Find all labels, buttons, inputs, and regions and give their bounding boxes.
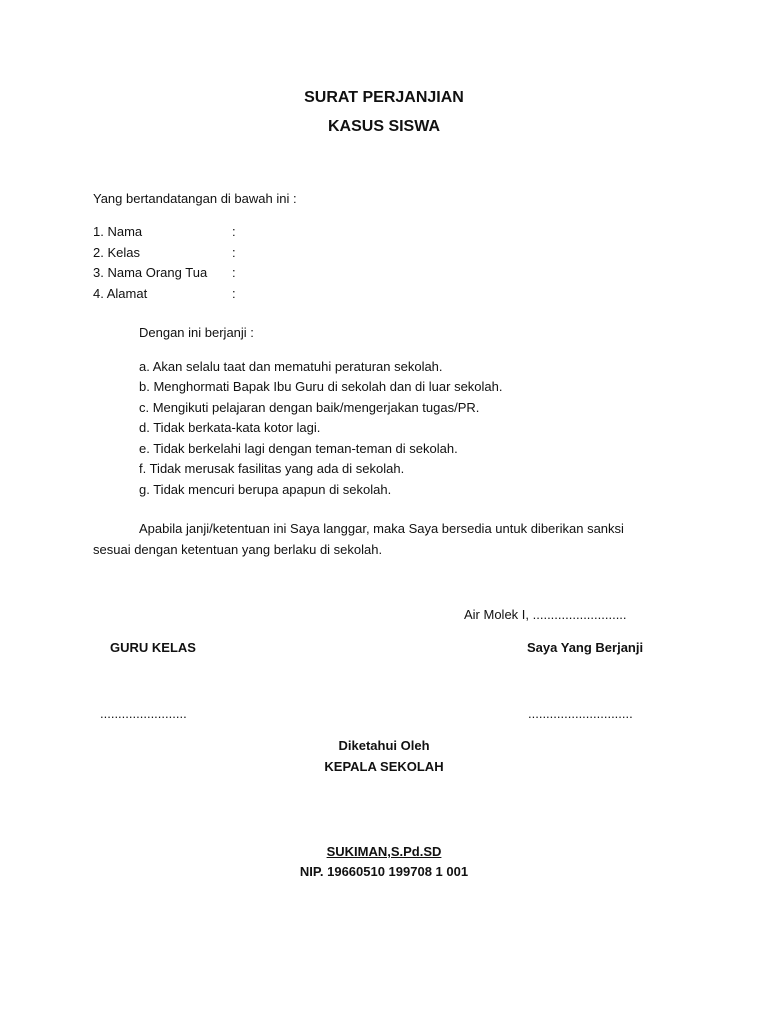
field-alamat-label: 4. Alamat xyxy=(93,286,148,301)
principal-name-text: SUKIMAN,S.Pd.SD xyxy=(326,844,442,859)
promise-intro: Dengan ini berjanji : xyxy=(139,325,254,340)
signature-right-line: ............................. xyxy=(528,706,633,721)
list-item: c. Mengikuti pelajaran dengan baik/mengerjakan tugas/PR. xyxy=(139,400,480,415)
closing-line-1: Apabila janji/ketentuan ini Saya langgar, maka Saya bersedia untuk diberikan sanksi xyxy=(139,521,624,536)
principal-title: KEPALA SEKOLAH xyxy=(324,759,444,774)
list-item: b. Menghormati Bapak Ibu Guru di sekolah dan di luar sekolah. xyxy=(139,379,503,394)
field-alamat-colon: : xyxy=(232,286,236,301)
field-nama-label: 1. Nama xyxy=(93,224,143,239)
list-item: f. Tidak merusak fasilitas yang ada di sekolah. xyxy=(139,461,405,476)
field-nama-colon: : xyxy=(232,224,236,239)
list-item: g. Tidak mencuri berupa apapun di sekolah. xyxy=(139,482,392,497)
place-date: Air Molek I, .......................... xyxy=(464,607,627,622)
list-item: a. Akan selalu taat dan mematuhi peraturan sekolah. xyxy=(139,359,443,374)
list-item: e. Tidak berkelahi lagi dengan teman-teman di sekolah. xyxy=(139,441,458,456)
field-orangtua-label: 3. Nama Orang Tua xyxy=(93,265,208,280)
signature-right-label: Saya Yang Berjanji xyxy=(527,640,644,655)
principal-nip: NIP. 19660510 199708 1 001 xyxy=(299,864,469,879)
field-orangtua-colon: : xyxy=(232,265,236,280)
field-kelas-label: 2. Kelas xyxy=(93,245,140,260)
signature-left-line: ........................ xyxy=(100,706,187,721)
signature-left-label: GURU KELAS xyxy=(110,640,196,655)
list-item: d. Tidak berkata-kata kotor lagi. xyxy=(139,420,321,435)
document-subtitle: KASUS SISWA xyxy=(327,118,440,135)
acknowledged-label: Diketahui Oleh xyxy=(338,738,430,753)
document-title: SURAT PERJANJIAN xyxy=(304,89,464,106)
principal-name xyxy=(0,844,768,859)
closing-line-2: sesuai dengan ketentuan yang berlaku di sekolah. xyxy=(93,542,383,557)
intro-text: Yang bertandatangan di bawah ini : xyxy=(93,191,297,206)
field-kelas-colon: : xyxy=(232,245,236,260)
